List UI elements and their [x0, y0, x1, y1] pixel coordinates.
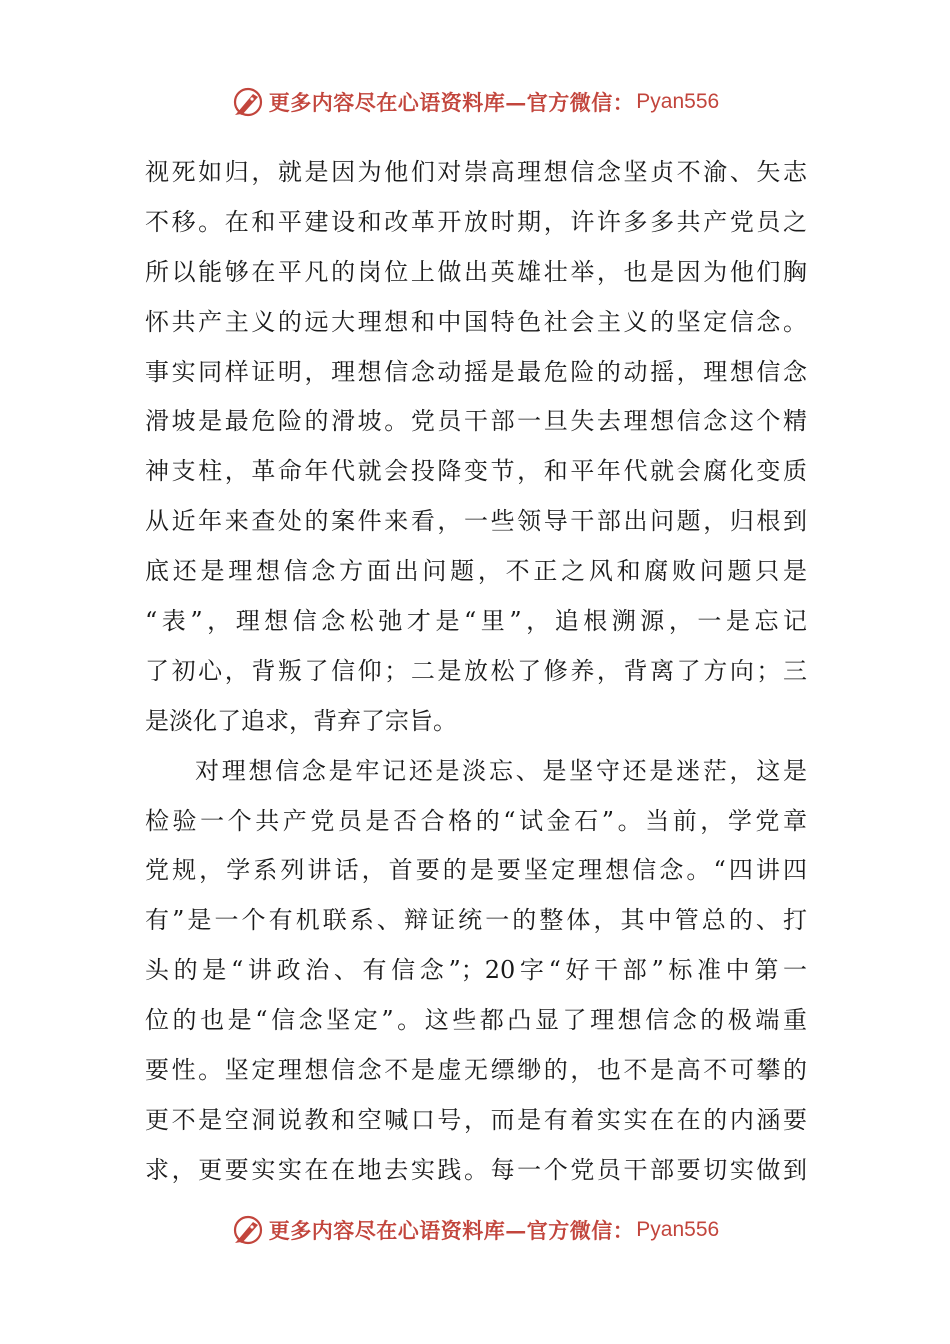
text-line: 事实同样证明，理想信念动摇是最危险的动摇，理想信念 [145, 357, 807, 386]
text-line: 从近年来查处的案件来看，一些领导干部出问题，归根到 [145, 507, 807, 536]
document-body [145, 148, 807, 1196]
text-line: 了初心，背叛了信仰；二是放松了修养，背离了方向；三 [145, 656, 807, 685]
text-line: 更不是空洞说教和空喊口号，而是有着实实在在的内涵要 [145, 1105, 807, 1134]
text-line: 所以能够在平凡的岗位上做出英雄壮举，也是因为他们胸 [145, 257, 807, 286]
text-line: 头的是“讲政治、有信念”；20字“好干部”标准中第一 [145, 956, 807, 985]
text-line: 滑坡是最危险的滑坡。党员干部一旦失去理想信念这个精 [145, 407, 807, 436]
paragraph-2 [145, 747, 807, 1196]
text-line: 求，更要实实在在地去实践。每一个党员干部要切实做到 [145, 1155, 807, 1184]
text-line: “表”，理想信念松弛才是“里”，追根溯源，一是忘记 [145, 607, 807, 636]
watermark-text: 更多内容尽在心语资料库—官方微信： [268, 90, 635, 115]
text-line: 有”是一个有机联系、辩证统一的整体，其中管总的、打 [145, 906, 807, 935]
watermark-code: Pyan556 [636, 90, 720, 113]
text-line: 怀共产主义的远大理想和中国特色社会主义的坚定信念。 [145, 307, 807, 336]
text-line: 神支柱，革命年代就会投降变节，和平年代就会腐化变质 [145, 457, 807, 486]
text-line: 党规，学系列讲话，首要的是要坚定理想信念。“四讲四 [145, 856, 807, 885]
text-line: 对理想信念是牢记还是淡忘、是坚守还是迷茫，这是 [195, 756, 807, 785]
text-line: 位的也是“信念坚定”。这些都凸显了理想信念的极端重 [145, 1006, 807, 1035]
text-line: 检验一个共产党员是否合格的“试金石”。当前，学党章 [145, 806, 807, 835]
text-line: 要性。坚定理想信念不是虚无缥缈的，也不是高不可攀的 [145, 1056, 807, 1085]
text-line: 不移。在和平建设和改革开放时期，许许多多共产党员之 [145, 207, 807, 236]
pen-nib-logo-icon [231, 1213, 265, 1247]
text-line: 是淡化了追求，背弃了宗旨。 [145, 706, 457, 735]
watermark-code: Pyan556 [636, 1218, 720, 1241]
watermark-text: 更多内容尽在心语资料库—官方微信： [268, 1218, 635, 1243]
pen-nib-logo-icon [231, 85, 265, 119]
header-watermark [0, 80, 950, 124]
text-line: 底还是理想信念方面出问题，不正之风和腐败问题只是 [145, 557, 807, 586]
footer-watermark [0, 1208, 950, 1252]
paragraph-1 [145, 148, 807, 747]
text-line: 视死如归，就是因为他们对崇高理想信念坚贞不渝、矢志 [145, 158, 807, 186]
